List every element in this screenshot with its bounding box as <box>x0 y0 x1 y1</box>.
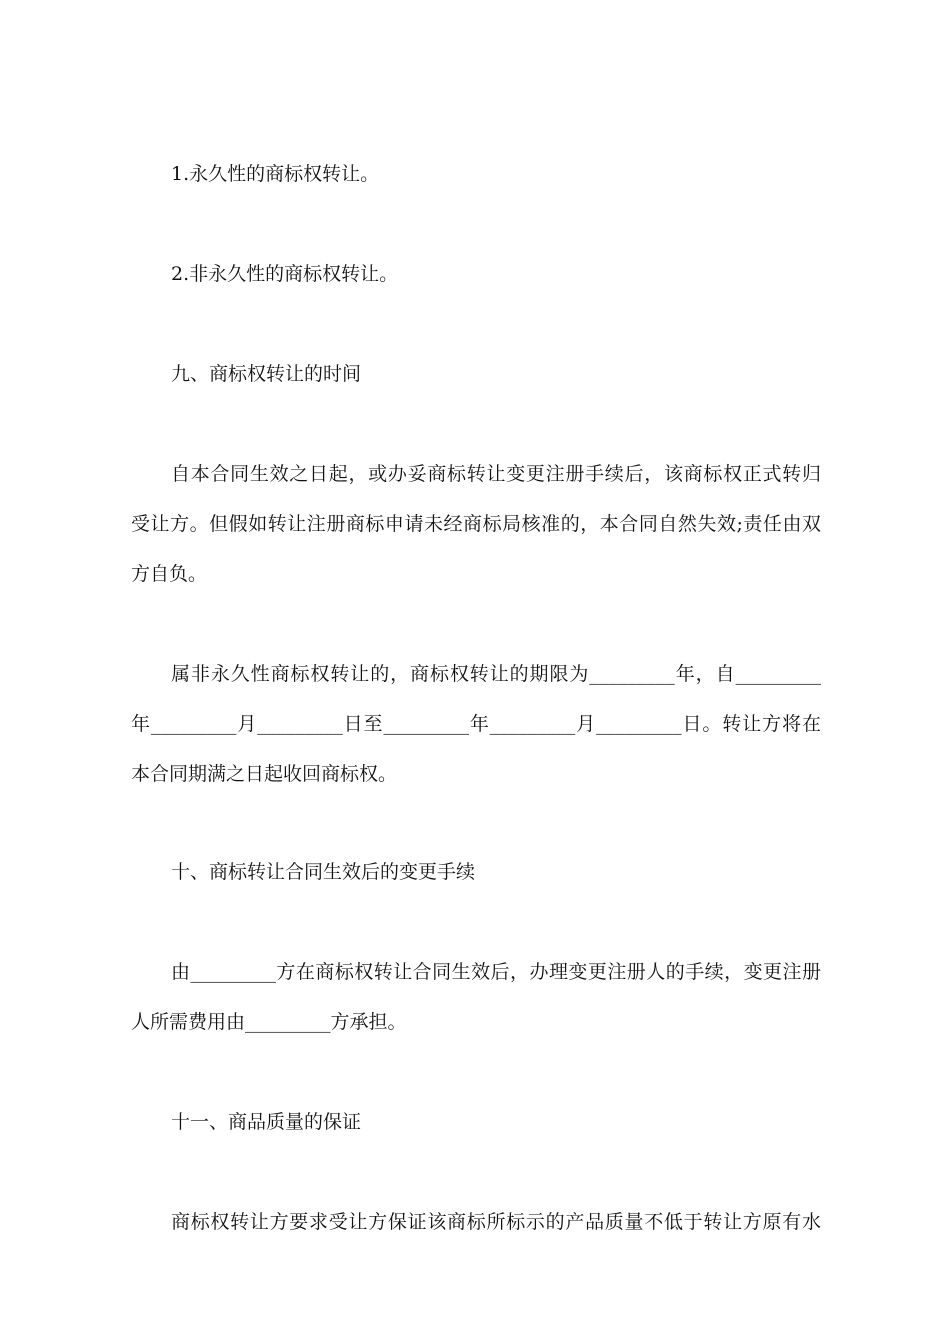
paragraph-line: 受让方。但假如转让注册商标申请未经商标局核准的，本合同自然失效;责任由双 <box>131 513 821 535</box>
section-heading-11: 十一、商品质量的保证 <box>171 1111 362 1133</box>
list-item-permanent-transfer: 1.永久性的商标权转让。 <box>171 163 380 185</box>
section-heading-10: 十、商标转让合同生效后的变更手续 <box>171 861 476 883</box>
paragraph-line: 本合同期满之日起收回商标权。 <box>131 763 398 785</box>
paragraph-line: 属非永久性商标权转让的，商标权转让的期限为_________年，自_________ <box>171 663 821 685</box>
list-item-non-permanent-transfer: 2.非永久性的商标权转让。 <box>171 263 399 285</box>
paragraph-line: 年_________月_________日至_________年_________月_________日。转让方将在 <box>131 713 821 735</box>
paragraph-line: 商标权转让方要求受让方保证该商标所标示的产品质量不低于转让方原有水 <box>171 1211 821 1233</box>
paragraph-line: 人所需费用由_________方承担。 <box>131 1011 407 1033</box>
section-heading-9: 九、商标权转让的时间 <box>171 363 362 385</box>
paragraph-line: 自本合同生效之日起，或办妥商标转让变更注册手续后，该商标权正式转归 <box>171 463 821 485</box>
paragraph-line: 方自负。 <box>131 563 208 585</box>
paragraph-line: 由_________方在商标权转让合同生效后，办理变更注册人的手续，变更注册 <box>171 961 821 983</box>
